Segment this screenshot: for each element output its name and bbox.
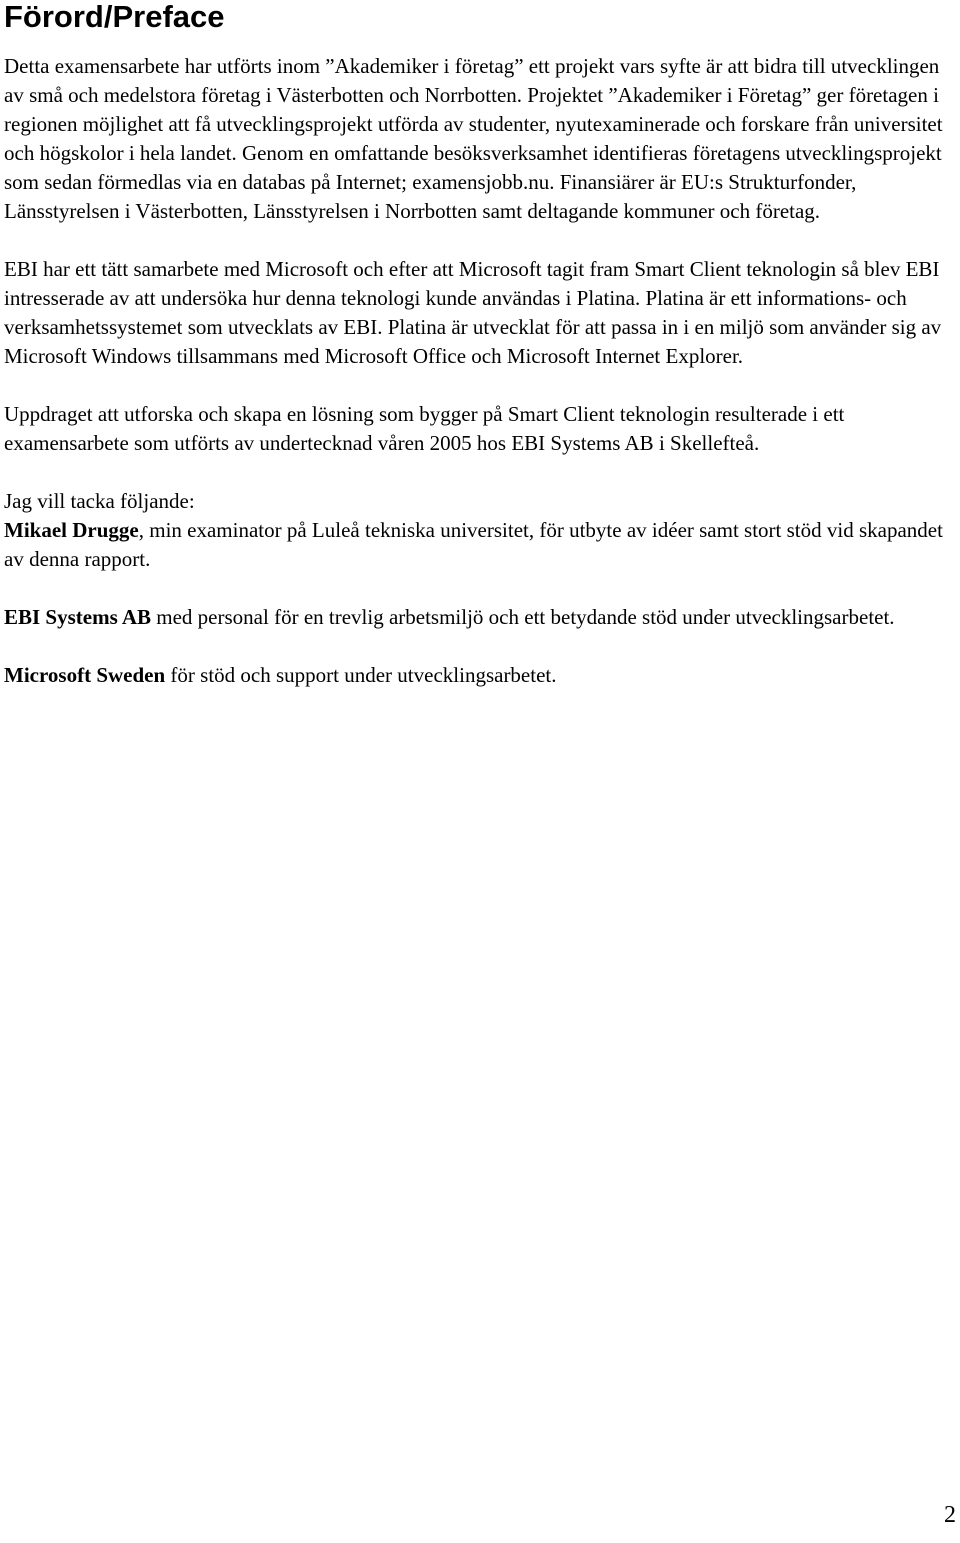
acknowledgement-item (4, 661, 956, 690)
acknowledgement-text: med personal för en trevlig arbetsmiljö och ett betydande stöd under utvecklingsarbetet. (151, 605, 895, 629)
page-number: 2 (944, 1502, 956, 1528)
acknowledgement-name: Microsoft Sweden (4, 663, 166, 687)
thanks-intro: Jag vill tacka följande: (4, 489, 195, 513)
acknowledgement-text: , min examinator på Luleå tekniska universitet, för utbyte av idéer samt stort stöd vid skapandet av denna rapport. (4, 518, 943, 571)
acknowledgement-item (4, 603, 956, 632)
paragraph-ebi-microsoft: EBI har ett tätt samarbete med Microsoft och efter att Microsoft tagit fram Smart Client teknologin så blev EBI intresserade av att undersöka hur denna teknologi kunde användas i Platina. Platina är ett informations- och verksamhetssystemet som utvecklats av EBI. Platina är utvecklat för att passa in i en miljö som använder sig av Microsoft Windows tillsammans med Microsoft Office och Microsoft Internet Explorer. (4, 257, 942, 368)
document-body (4, 52, 956, 719)
paragraph-assignment: Uppdraget att utforska och skapa en lösning som bygger på Smart Client teknologin resulterade i ett examensarbete som utförts av undertecknad våren 2005 hos EBI Systems AB i Skellefteå. (4, 402, 845, 455)
acknowledgement-item (4, 516, 956, 574)
acknowledgement-name: EBI Systems AB (4, 605, 152, 629)
acknowledgement-name: Mikael Drugge (4, 518, 139, 542)
page-title: Förord/Preface (4, 0, 225, 34)
paragraph-project-intro: Detta examensarbete har utförts inom ”Akademiker i företag” ett projekt vars syfte är att bidra till utvecklingen av små och medelstora företag i Västerbotten och Norrbotten. Projektet ”Akademiker i Företag” ger företagen i regionen möjlighet att få utvecklingsprojekt utförda av studenter, nyutexaminerade och forskare från universitet och högskolor i hela landet. Genom en omfattande besöksverksamhet identifieras företagens utvecklingsprojekt som sedan förmedlas via en databas på Internet; examensjobb.nu. Finansiärer är EU:s Strukturfonder, Länsstyrelsen i Västerbotten, Länsstyrelsen i Norrbotten samt deltagande kommuner och företag. (4, 54, 943, 223)
acknowledgement-text: för stöd och support under utvecklingsarbetet. (165, 663, 557, 687)
